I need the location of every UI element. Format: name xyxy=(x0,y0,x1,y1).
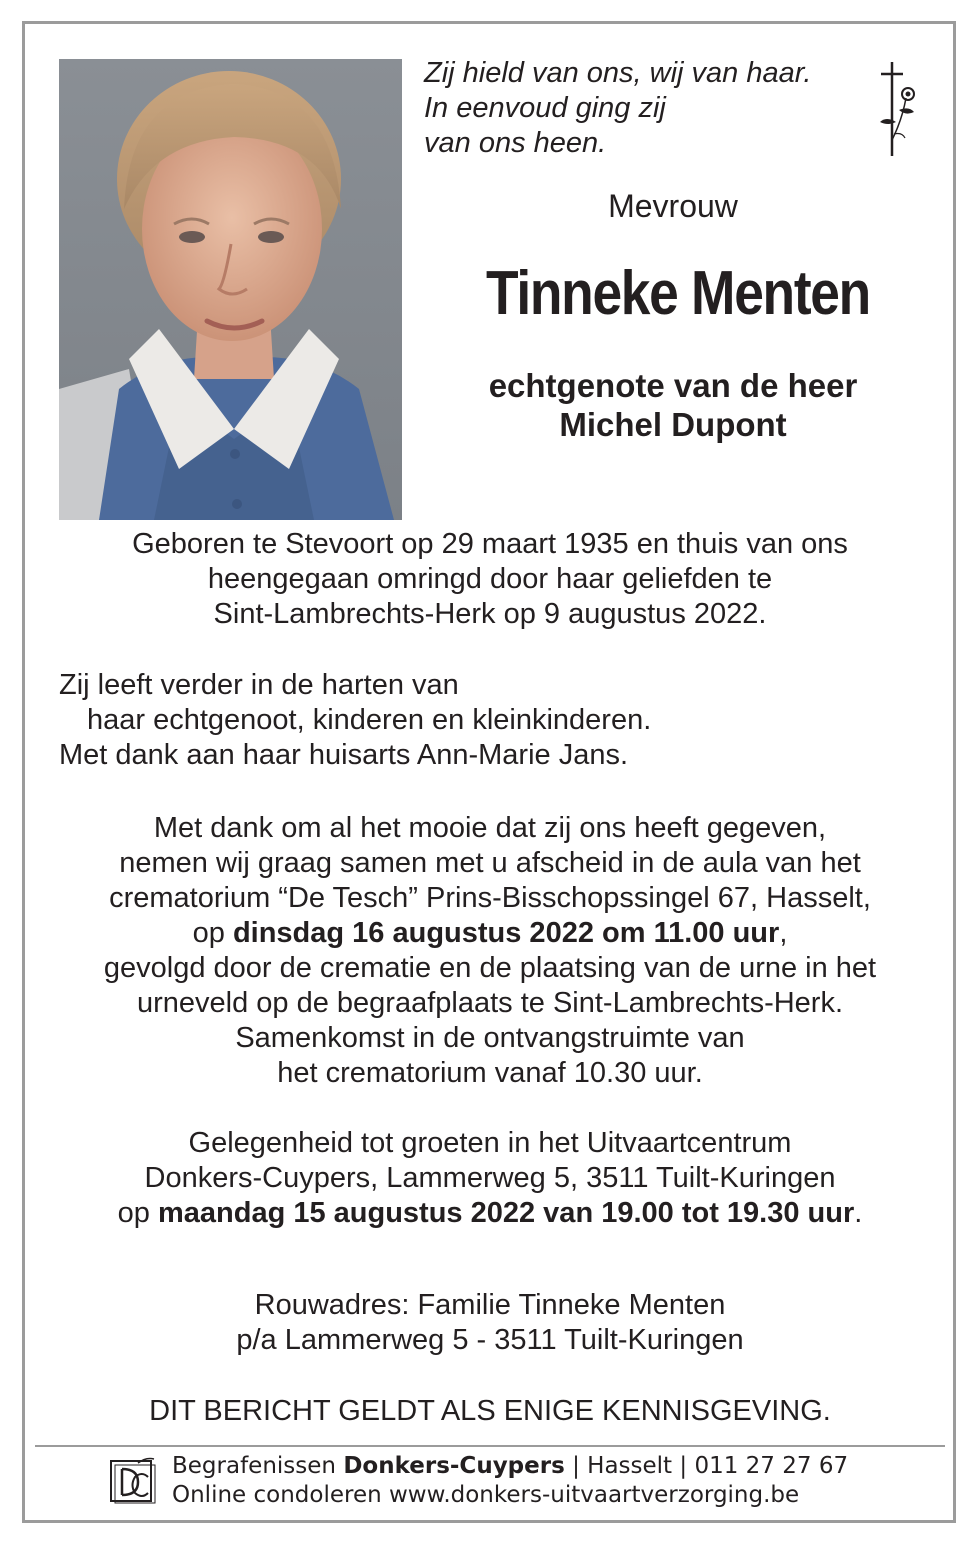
honorific-title: Mevrouw xyxy=(608,188,738,224)
quote-line: In eenvoud ging zij xyxy=(424,92,666,124)
condolence-line xyxy=(172,1481,848,1510)
spouse-name: Michel Dupont xyxy=(559,406,787,443)
text-line: crematorium “De Tesch” Prins-Bisschopssingel 67, Hasselt, xyxy=(109,882,871,914)
text-line: Rouwadres: Familie Tinneke Menten xyxy=(254,1289,726,1321)
survivors-paragraph xyxy=(59,668,759,773)
text-fragment: , xyxy=(779,917,788,949)
spouse-info xyxy=(440,366,906,444)
service-date-line xyxy=(40,916,940,951)
funeral-home-city: Hasselt xyxy=(587,1453,673,1479)
deceased-name: Tinneke Menten xyxy=(486,259,870,328)
footer-info xyxy=(172,1452,848,1510)
text-line: haar echtgenoot, kinderen en kleinkinderen. xyxy=(87,704,652,736)
funeral-home-line xyxy=(172,1452,848,1481)
visitation-paragraph xyxy=(40,1126,940,1231)
text-line: nemen wij graag samen met u afscheid in de aula van het xyxy=(119,847,861,879)
condolence-label: Online condoleren xyxy=(172,1482,382,1508)
text-line: Samenkomst in de ontvangstruimte van xyxy=(235,1022,745,1054)
portrait-photo xyxy=(59,59,402,520)
birth-death-paragraph xyxy=(40,527,940,632)
quote-line: Zij hield van ons, wij van haar. xyxy=(424,57,812,89)
website-link[interactable]: www.donkers-uitvaartverzorging.be xyxy=(389,1482,800,1508)
text-line: het crematorium vanaf 10.30 uur. xyxy=(277,1057,703,1089)
text-fragment: op xyxy=(192,917,233,949)
spouse-line: echtgenote van de heer xyxy=(488,367,858,404)
text-line: Geboren te Stevoort op 29 maart 1935 en thuis van ons xyxy=(132,528,848,560)
memorial-quote xyxy=(424,56,864,161)
text-line: p/a Lammerweg 5 - 3511 Tuilt-Kuringen xyxy=(236,1324,744,1356)
text-line: gevolgd door de crematie en de plaatsing van de urne in het xyxy=(103,952,877,984)
quote-line: van ons heen. xyxy=(424,127,607,159)
text-line: Donkers-Cuypers, Lammerweg 5, 3511 Tuilt-Kuringen xyxy=(144,1162,836,1194)
cross-with-rose-icon xyxy=(872,60,922,160)
footer-divider xyxy=(35,1445,945,1447)
visitation-date: maandag 15 augustus 2022 van 19.00 tot 19.30 uur xyxy=(157,1197,855,1229)
text-line: Gelegenheid tot groeten in het Uitvaartcentrum xyxy=(188,1127,792,1159)
visitation-date-line xyxy=(40,1196,940,1231)
text-fragment: op xyxy=(117,1197,158,1229)
text-line: Met dank om al het mooie dat zij ons heeft gegeven, xyxy=(153,812,827,844)
funeral-home-name: Donkers-Cuypers xyxy=(343,1453,565,1479)
service-date: dinsdag 16 augustus 2022 om 11.00 uur xyxy=(232,917,780,949)
donkers-cuypers-logo xyxy=(108,1455,156,1505)
text-fragment: . xyxy=(854,1197,863,1229)
text-line: Met dank aan haar huisarts Ann-Marie Jans. xyxy=(59,739,629,771)
official-notice: DIT BERICHT GELDT ALS ENIGE KENNISGEVING. xyxy=(149,1395,831,1427)
phone-number[interactable]: 011 27 27 67 xyxy=(694,1453,849,1479)
mourning-address xyxy=(40,1288,940,1358)
text-line: urneveld op de begraafplaats te Sint-Lambrechts-Herk. xyxy=(136,987,844,1019)
text-line: heengegaan omringd door haar geliefden te xyxy=(207,563,773,595)
farewell-service-paragraph xyxy=(40,811,940,1091)
text-line: Sint-Lambrechts-Herk op 9 augustus 2022. xyxy=(213,598,767,630)
separator: | xyxy=(572,1453,580,1479)
text-line: Zij leeft verder in de harten van xyxy=(59,669,459,701)
text-fragment: Begrafenissen xyxy=(172,1453,344,1479)
separator: | xyxy=(679,1453,688,1479)
